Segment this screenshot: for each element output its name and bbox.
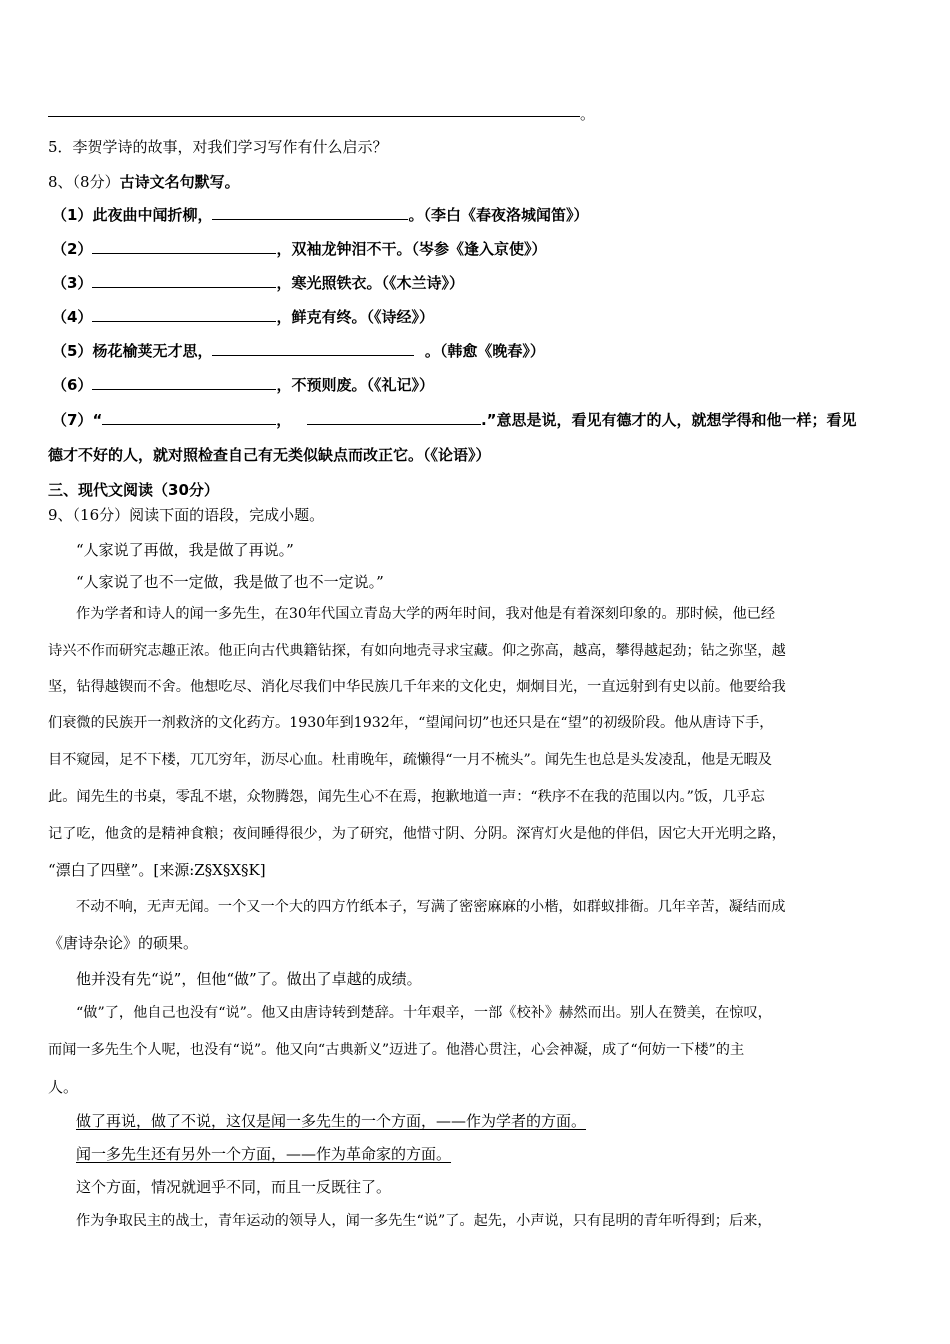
underlined-passage-line: 闻一多先生还有另外一个方面，——作为革命家的方面。 — [76, 1145, 452, 1163]
poem-item-3: （3） ，寒光照铁衣。（《木兰诗》） — [52, 274, 464, 292]
passage-line: 目不窥园，足不下楼，兀兀穷年，沥尽心血。杜甫晚年，疏懒得“一月不梳头”。闻先生也总是头发凌乱，他是无暇及 — [48, 752, 772, 768]
fill-blank[interactable] — [102, 409, 276, 425]
passage-line: 这个方面，情况就迥乎不同，而且一反既往了。 — [76, 1178, 392, 1196]
passage-line: 坚，钻得越锲而不舍。他想吃尽、消化尽我们中华民族几千年来的文化史，炯炯目光，一直远射到有史以前。他要给我 — [48, 679, 786, 695]
fill-blank[interactable] — [92, 238, 276, 254]
passage-line: 人。 — [48, 1078, 79, 1096]
question-8-instruction: 古诗文名句默写。 — [119, 173, 240, 191]
passage-line: 此。闻先生的书桌，零乱不堪，众物腾怨，闻先生心不在焉，抱歉地道一声：“秩序不在我的范围以内。”饭，几乎忘 — [48, 789, 765, 805]
passage-line: “人家说了也不一定做，我是做了也不一定说。” — [76, 573, 384, 591]
question-8-score: 8、（8分） — [48, 173, 120, 191]
passage-line: 他并没有先“说”，但他“做”了。做出了卓越的成绩。 — [76, 970, 422, 988]
poem-item-7-continuation: 德才不好的人，就对照检查自己有无类似缺点而改正它。（《论语》） — [48, 446, 491, 464]
passage-line: “漂白了四壁”。[来源:Z§X§X§K] — [48, 861, 266, 879]
passage-line: 而闻一多先生个人呢，也没有“说”。他又向“古典新义”迈进了。他潜心贯注，心会神凝，成了“何妨一下楼”的主 — [48, 1042, 745, 1058]
poem-item-4: （4） ，鲜克有终。（《诗经》） — [52, 308, 434, 326]
passage-line: 们衰微的民族开一剂救济的文化药方。1930年到1932年，“望闻问切”也还只是在“望”的初级阶段。他从唐诗下手， — [48, 715, 774, 731]
poem-item-2: （2） ，双袖龙钟泪不干。（岑参《逢入京使》） — [52, 240, 547, 258]
question-5: 5．李贺学诗的故事，对我们学习写作有什么启示？ — [48, 138, 388, 156]
passage-line: 作为学者和诗人的闻一多先生，在30年代国立青岛大学的两年时间，我对他是有着深刻印象的。那时候，他已经 — [76, 606, 776, 622]
question-9-intro: 9、（16分）阅读下面的语段，完成小题。 — [48, 506, 325, 524]
section-3-title: 三、现代文阅读（30分） — [48, 481, 219, 499]
poem-item-5: （5）杨花榆荚无才思， 。（韩愈《晚春》） — [52, 342, 545, 360]
fill-blank[interactable] — [212, 340, 414, 356]
passage-line: 记了吃，他贪的是精神食粮；夜间睡得很少，为了研究，他惜寸阴、分阴。深宵灯火是他的伴侣，因它大开光明之路， — [48, 826, 786, 842]
underlined-passage-line: 做了再说，做了不说，这仅是闻一多先生的一个方面，——作为学者的方面。 — [76, 1112, 587, 1130]
passage-line: 《唐诗杂论》的硕果。 — [48, 934, 199, 952]
fill-blank[interactable] — [92, 374, 276, 390]
poem-item-6: （6） ，不预则废。（《礼记》） — [52, 376, 434, 394]
poem-item-7: （7）“ ， .”意思是说，看见有德才的人，就想学得和他一样；看见 — [52, 411, 857, 429]
question-8-title — [48, 172, 240, 192]
fill-blank[interactable] — [307, 409, 481, 425]
passage-line: “做”了，他自己也没有“说”。他又由唐诗转到楚辞。十年艰辛，一部《校补》赫然而出。别人在赞美，在惊叹， — [76, 1005, 772, 1021]
fill-blank[interactable] — [92, 272, 276, 288]
poem-item-1: （1）此夜曲中闻折柳， 。（李白《春夜洛城闻笛》） — [52, 206, 589, 224]
answer-line-period: 。 — [580, 105, 596, 123]
passage-line: 诗兴不作而研究志趣正浓。他正向古代典籍钻探，有如向地壳寻求宝藏。仰之弥高，越高，攀得越起劲；钻之弥坚，越 — [48, 643, 786, 659]
fill-blank[interactable] — [212, 204, 408, 220]
fill-blank[interactable] — [92, 306, 276, 322]
passage-line: 不动不响，无声无闻。一个又一个大的四方竹纸本子，写满了密密麻麻的小楷，如群蚁排衙。几年辛苦，凝结而成 — [76, 899, 786, 915]
answer-blank-line — [48, 116, 580, 117]
passage-line: 作为争取民主的战士，青年运动的领导人，闻一多先生“说”了。起先，小声说，只有昆明的青年听得到；后来， — [76, 1213, 772, 1229]
passage-line: “人家说了再做，我是做了再说。” — [76, 541, 294, 559]
